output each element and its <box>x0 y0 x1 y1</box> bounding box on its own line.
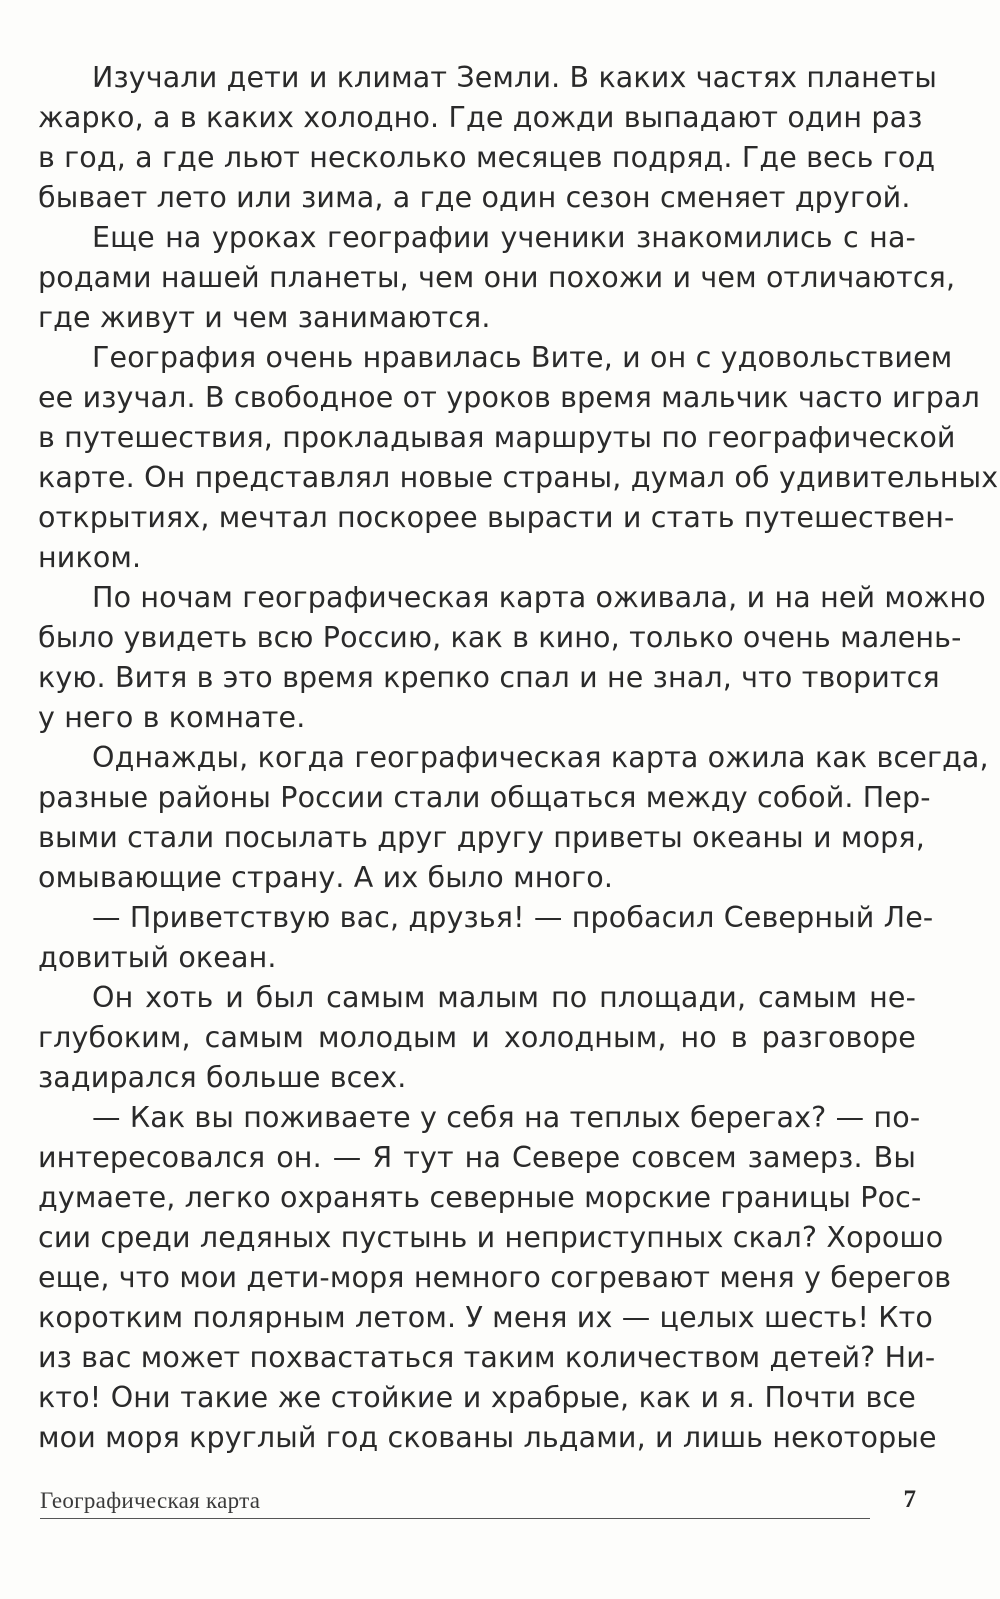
text-line: ее изучал. В свободное от уроков время мальчик часто играл <box>38 381 980 414</box>
paragraph <box>38 578 986 738</box>
body-text <box>38 58 999 1458</box>
text-line: у него в комнате. <box>38 701 306 734</box>
text-line: кую. Витя в это время крепко спал и не знал, что творится <box>38 661 940 694</box>
page-footer <box>40 1488 918 1528</box>
text-line: Он хоть и был самым малым по площади, самым не- <box>92 981 916 1014</box>
text-line: родами нашей планеты, чем они похожи и чем отличаются, <box>38 261 956 294</box>
text-line: задирался больше всех. <box>38 1061 407 1094</box>
text-line: разные районы России стали общаться между собой. Пер- <box>38 781 931 814</box>
text-line: в путешествия, прокладывая маршруты по географической <box>38 421 956 454</box>
running-title: Географическая карта <box>40 1488 261 1513</box>
text-line: довитый океан. <box>38 941 277 974</box>
text-line: карте. Он представлял новые страны, думал об удивительных <box>38 461 999 494</box>
paragraph <box>38 218 956 338</box>
text-line: было увидеть всю Россию, как в кино, только очень малень- <box>38 621 962 654</box>
text-line: интересовался он. — Я тут на Севере совсем замерз. Вы <box>38 1141 916 1174</box>
text-line: открытиях, мечтал поскорее вырасти и стать путешествен- <box>38 501 955 534</box>
paragraph <box>38 58 938 218</box>
text-line: ником. <box>38 541 142 574</box>
text-line: сии среди ледяных пустынь и неприступных скал? Хорошо <box>38 1221 944 1254</box>
text-line: — Как вы поживаете у себя на теплых берегах? — по- <box>92 1101 921 1134</box>
text-line: мои моря круглый год скованы льдами, и лишь некоторые <box>38 1421 937 1454</box>
paragraph <box>38 1098 952 1458</box>
text-line: бывает лето или зима, а где один сезон сменяет другой. <box>38 181 911 214</box>
text-line: омывающие страну. А их было много. <box>38 861 614 894</box>
text-line: коротким полярным летом. У меня их — целых шесть! Кто <box>38 1301 933 1334</box>
page-number: 7 <box>903 1486 916 1513</box>
text-line: из вас может похвастаться таким количеством детей? Ни- <box>38 1341 936 1374</box>
text-line: — Приветствую вас, друзья! — пробасил Северный Ле- <box>92 901 934 934</box>
text-line: Однажды, когда географическая карта ожила как всегда, <box>92 741 989 774</box>
paragraph <box>38 338 999 578</box>
text-line: выми стали посылать друг другу приветы океаны и моря, <box>38 821 925 854</box>
text-line: в год, а где льют несколько месяцев подряд. Где весь год <box>38 141 936 174</box>
text-line: Изучали дети и климат Земли. В каких частях планеты <box>92 61 938 94</box>
text-line: еще, что мои дети-моря немного согревают меня у берегов <box>38 1261 952 1294</box>
paragraph <box>38 978 916 1098</box>
paragraph <box>38 738 989 898</box>
text-line: думаете, легко охранять северные морские границы Рос- <box>38 1181 922 1214</box>
text-line: жарко, а в каких холодно. Где дожди выпадают один раз <box>38 101 923 134</box>
footer-divider <box>40 1518 870 1519</box>
text-line: где живут и чем занимаются. <box>38 301 491 334</box>
text-line: По ночам географическая карта оживала, и на ней можно <box>92 581 986 614</box>
text-line: кто! Они такие же стойкие и храбрые, как и я. Почти все <box>38 1381 916 1414</box>
text-line: глубоким, самым молодым и холодным, но в разговоре <box>38 1021 916 1054</box>
paragraph <box>38 898 934 978</box>
text-line: География очень нравилась Вите, и он с удовольствием <box>92 341 953 374</box>
text-line: Еще на уроках географии ученики знакомились с на- <box>92 221 916 254</box>
